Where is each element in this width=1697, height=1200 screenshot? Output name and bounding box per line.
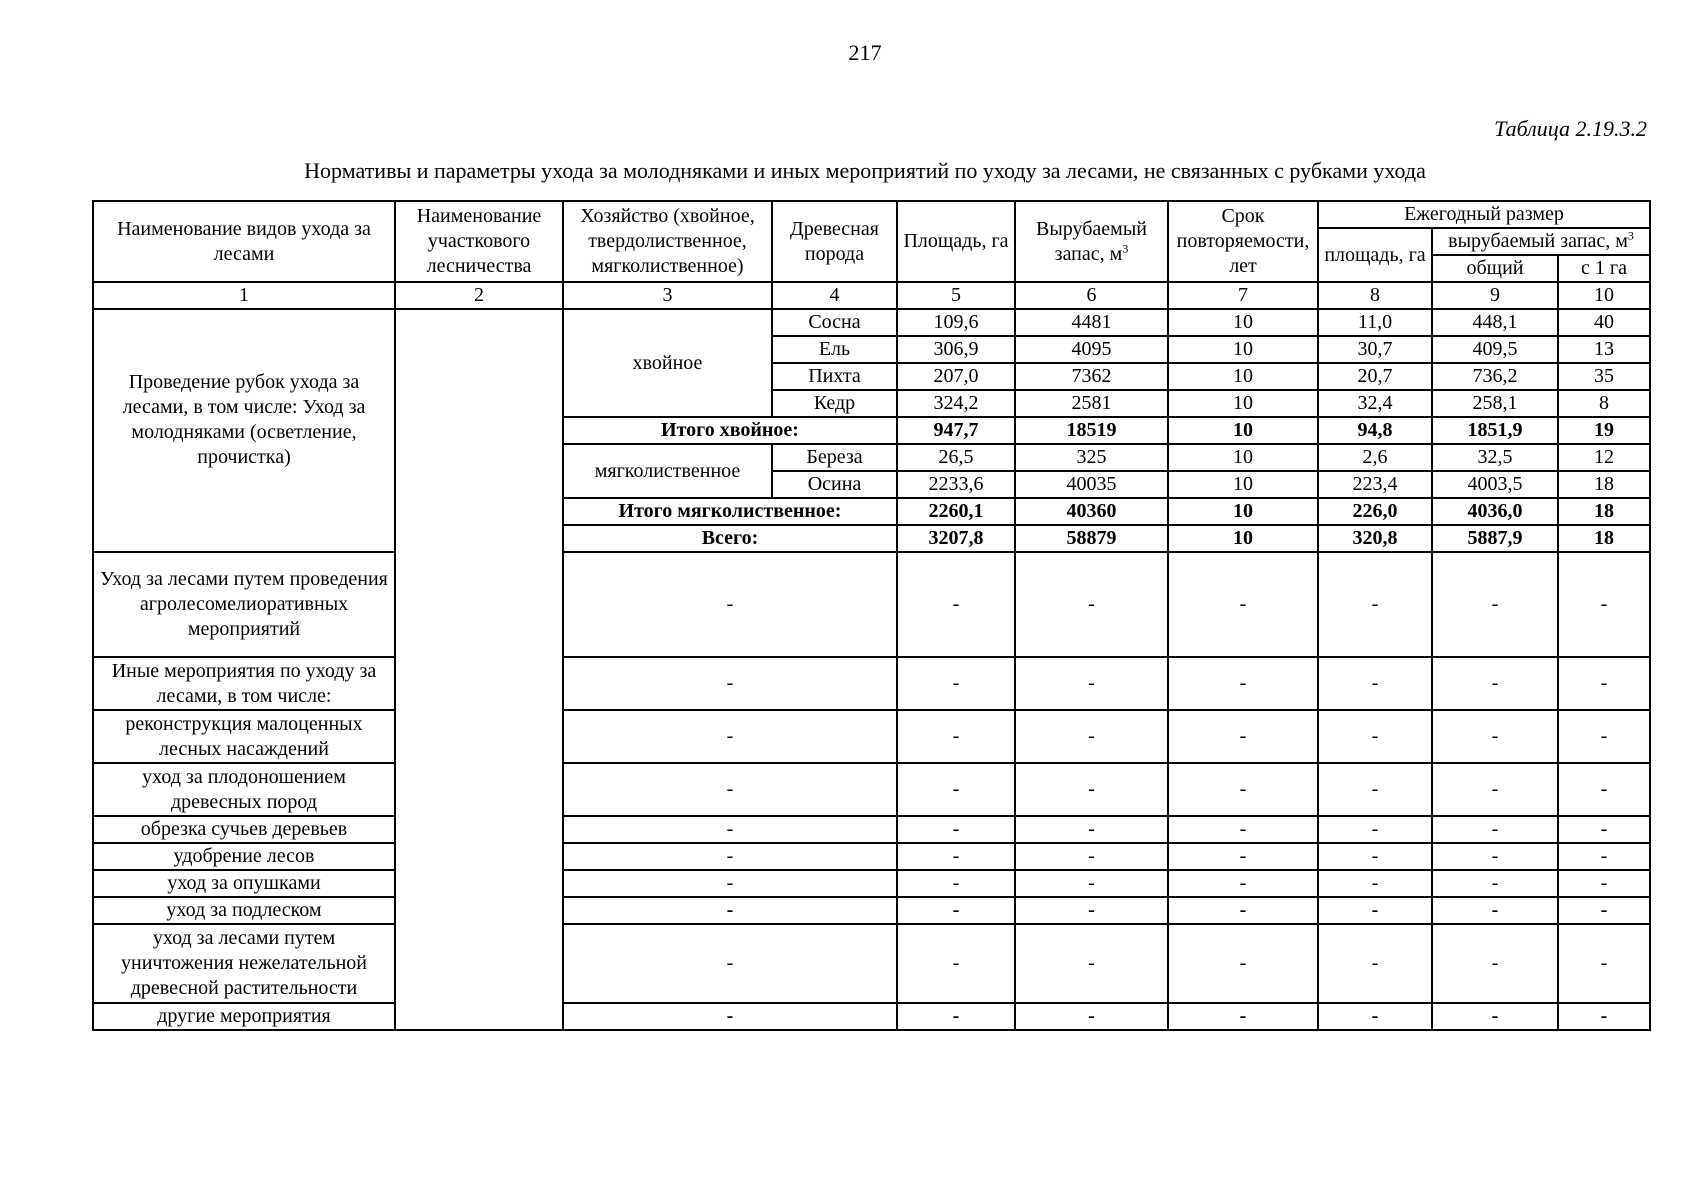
dash-cell: - — [897, 870, 1015, 897]
annual-area-cell: 32,4 — [1318, 390, 1432, 417]
annual-area-cell: 11,0 — [1318, 309, 1432, 336]
dash-cell: - — [1168, 924, 1318, 1003]
col-number: 5 — [897, 282, 1015, 309]
col-number: 8 — [1318, 282, 1432, 309]
volume-cell: 40360 — [1015, 498, 1168, 525]
species-cell: Кедр — [772, 390, 897, 417]
volume-cell: 7362 — [1015, 363, 1168, 390]
period-cell: 10 — [1168, 390, 1318, 417]
measure-name: уход за плодоношением древесных пород — [93, 763, 395, 816]
col-number: 3 — [563, 282, 772, 309]
annual-total-cell: 5887,9 — [1432, 525, 1558, 552]
dash-cell: - — [1318, 763, 1432, 816]
dash-cell: - — [1432, 924, 1558, 1003]
dash-cell: - — [1318, 816, 1432, 843]
header-annual-volume-sup: 3 — [1627, 228, 1634, 243]
dash-cell: - — [1168, 552, 1318, 657]
dash-cell: - — [1015, 870, 1168, 897]
soft-total-label: Итого мягколиственное: — [563, 498, 897, 525]
dash-cell: - — [1318, 843, 1432, 870]
dash-cell: - — [563, 897, 897, 924]
dash-cell: - — [1015, 657, 1168, 710]
annual-total-cell: 258,1 — [1432, 390, 1558, 417]
table-title: Нормативы и параметры ухода за молодняками и иных мероприятий по уходу за лесами, не связанных с рубками ухода — [304, 158, 1426, 183]
conifer-total-label: Итого хвойное: — [563, 417, 897, 444]
dash-cell: - — [563, 763, 897, 816]
annual-total-cell: 736,2 — [1432, 363, 1558, 390]
annual-total-cell: 4036,0 — [1432, 498, 1558, 525]
area-cell: 2260,1 — [897, 498, 1015, 525]
annual-area-cell: 94,8 — [1318, 417, 1432, 444]
dash-cell: - — [1432, 897, 1558, 924]
header-annual-volume-text: вырубаемый запас, м — [1448, 230, 1628, 252]
annual-area-cell: 30,7 — [1318, 336, 1432, 363]
dash-cell: - — [1558, 870, 1650, 897]
header-period: Срок повторяемости, лет — [1168, 201, 1318, 282]
per-ha-cell: 35 — [1558, 363, 1650, 390]
table-row — [93, 1003, 1650, 1030]
species-cell: Ель — [772, 336, 897, 363]
table-row — [93, 552, 1650, 657]
table-row — [93, 816, 1650, 843]
header-forestry: Наименование участкового лесничества — [395, 201, 563, 282]
dash-cell: - — [1168, 710, 1318, 763]
page-number: 217 — [848, 40, 882, 65]
period-cell: 10 — [1168, 363, 1318, 390]
forestry-cell — [395, 309, 563, 1030]
header-species: Древесная порода — [772, 201, 897, 282]
dash-cell: - — [1318, 1003, 1432, 1030]
conifer-label: хвойное — [563, 309, 772, 417]
dash-cell: - — [563, 870, 897, 897]
dash-cell: - — [1432, 552, 1558, 657]
dash-cell: - — [1168, 897, 1318, 924]
species-cell: Сосна — [772, 309, 897, 336]
period-cell: 10 — [1168, 471, 1318, 498]
dash-cell: - — [563, 710, 897, 763]
dash-cell: - — [1015, 1003, 1168, 1030]
annual-area-cell: 320,8 — [1318, 525, 1432, 552]
table-row — [93, 897, 1650, 924]
dash-cell: - — [1318, 870, 1432, 897]
dash-cell: - — [1015, 816, 1168, 843]
per-ha-cell: 13 — [1558, 336, 1650, 363]
measure-name: другие мероприятия — [93, 1003, 395, 1030]
dash-cell: - — [1015, 763, 1168, 816]
dash-cell: - — [1318, 552, 1432, 657]
col-number: 7 — [1168, 282, 1318, 309]
annual-area-cell: 226,0 — [1318, 498, 1432, 525]
dash-cell: - — [897, 897, 1015, 924]
period-cell: 10 — [1168, 498, 1318, 525]
measure-name: удобрение лесов — [93, 843, 395, 870]
annual-total-cell: 448,1 — [1432, 309, 1558, 336]
volume-cell: 4095 — [1015, 336, 1168, 363]
dash-cell: - — [1015, 924, 1168, 1003]
period-cell: 10 — [1168, 309, 1318, 336]
table-row — [93, 843, 1650, 870]
measure-name: уход за подлеском — [93, 897, 395, 924]
header-annual: Ежегодный размер — [1318, 201, 1650, 228]
dash-cell: - — [563, 552, 897, 657]
dash-cell: - — [1318, 924, 1432, 1003]
dash-cell: - — [1558, 816, 1650, 843]
header-annual-total: общий — [1432, 255, 1558, 282]
dash-cell: - — [1168, 657, 1318, 710]
dash-cell: - — [1432, 816, 1558, 843]
measure-name: Уход за лесами путем проведения агролесомелиоративных мероприятий — [93, 552, 395, 657]
header-per-ha: с 1 га — [1558, 255, 1650, 282]
annual-total-cell: 1851,9 — [1432, 417, 1558, 444]
dash-cell: - — [1168, 763, 1318, 816]
dash-cell: - — [1168, 1003, 1318, 1030]
volume-cell: 325 — [1015, 444, 1168, 471]
area-cell: 2233,6 — [897, 471, 1015, 498]
dash-cell: - — [1168, 870, 1318, 897]
dash-cell: - — [897, 552, 1015, 657]
area-cell: 324,2 — [897, 390, 1015, 417]
area-cell: 947,7 — [897, 417, 1015, 444]
volume-cell: 2581 — [1015, 390, 1168, 417]
dash-cell: - — [1432, 710, 1558, 763]
species-cell: Пихта — [772, 363, 897, 390]
soft-label: мягколиственное — [563, 444, 772, 498]
col-number: 9 — [1432, 282, 1558, 309]
header-economy: Хозяйство (хвойное, твердолиственное, мягколиственное) — [563, 201, 772, 282]
col-number: 1 — [93, 282, 395, 309]
dash-cell: - — [1015, 552, 1168, 657]
species-cell: Осина — [772, 471, 897, 498]
volume-cell: 40035 — [1015, 471, 1168, 498]
annual-area-cell: 20,7 — [1318, 363, 1432, 390]
per-ha-cell: 12 — [1558, 444, 1650, 471]
annual-area-cell: 223,4 — [1318, 471, 1432, 498]
dash-cell: - — [1318, 897, 1432, 924]
group1-name: Проведение рубок ухода за лесами, в том числе: Уход за молодняками (осветление, прочистка) — [93, 309, 395, 552]
per-ha-cell: 18 — [1558, 471, 1650, 498]
dash-cell: - — [1168, 843, 1318, 870]
dash-cell: - — [897, 816, 1015, 843]
annual-total-cell: 4003,5 — [1432, 471, 1558, 498]
dash-cell: - — [1168, 816, 1318, 843]
table-row — [93, 710, 1650, 763]
dash-cell: - — [1432, 870, 1558, 897]
dash-cell: - — [1558, 843, 1650, 870]
per-ha-cell: 18 — [1558, 498, 1650, 525]
area-cell: 109,6 — [897, 309, 1015, 336]
header-volume-sup: 3 — [1122, 240, 1129, 255]
area-cell: 306,9 — [897, 336, 1015, 363]
volume-cell: 4481 — [1015, 309, 1168, 336]
per-ha-cell: 19 — [1558, 417, 1650, 444]
volume-cell: 58879 — [1015, 525, 1168, 552]
dash-cell: - — [1432, 763, 1558, 816]
col-number: 10 — [1558, 282, 1650, 309]
period-cell: 10 — [1168, 417, 1318, 444]
dash-cell: - — [897, 1003, 1015, 1030]
header-area: Площадь, га — [897, 201, 1015, 282]
area-cell: 26,5 — [897, 444, 1015, 471]
dash-cell: - — [1318, 657, 1432, 710]
header-annual-area: площадь, га — [1318, 228, 1432, 282]
dash-cell: - — [563, 1003, 897, 1030]
dash-cell: - — [563, 843, 897, 870]
header-annual-volume — [1432, 228, 1650, 255]
period-cell: 10 — [1168, 525, 1318, 552]
species-cell: Береза — [772, 444, 897, 471]
dash-cell: - — [1558, 763, 1650, 816]
table-label: Таблица 2.19.3.2 — [1494, 116, 1647, 141]
annual-total-cell: 32,5 — [1432, 444, 1558, 471]
dash-cell: - — [563, 816, 897, 843]
measure-name: обрезка сучьев деревьев — [93, 816, 395, 843]
period-cell: 10 — [1168, 444, 1318, 471]
dash-cell: - — [897, 657, 1015, 710]
header-volume — [1015, 201, 1168, 282]
col-number: 6 — [1015, 282, 1168, 309]
dash-cell: - — [1015, 897, 1168, 924]
header-kind: Наименование видов ухода за лесами — [93, 201, 395, 282]
dash-cell: - — [563, 924, 897, 1003]
per-ha-cell: 8 — [1558, 390, 1650, 417]
dash-cell: - — [897, 710, 1015, 763]
header-volume-text: Вырубаемый запас, м — [1036, 217, 1147, 265]
grand-total-label: Всего: — [563, 525, 897, 552]
dash-cell: - — [897, 843, 1015, 870]
dash-cell: - — [1558, 897, 1650, 924]
dash-cell: - — [1318, 710, 1432, 763]
measure-name: уход за лесами путем уничтожения нежелательной древесной растительности — [93, 924, 395, 1003]
table-row — [93, 309, 1650, 336]
dash-cell: - — [1558, 710, 1650, 763]
dash-cell: - — [1558, 657, 1650, 710]
period-cell: 10 — [1168, 336, 1318, 363]
measure-name: Иные мероприятия по уходу за лесами, в том числе: — [93, 657, 395, 710]
area-cell: 3207,8 — [897, 525, 1015, 552]
area-cell: 207,0 — [897, 363, 1015, 390]
dash-cell: - — [1558, 924, 1650, 1003]
table-row — [93, 763, 1650, 816]
dash-cell: - — [1558, 552, 1650, 657]
dash-cell: - — [1015, 710, 1168, 763]
measure-name: реконструкция малоценных лесных насаждений — [93, 710, 395, 763]
per-ha-cell: 18 — [1558, 525, 1650, 552]
norms-table — [92, 200, 1651, 1031]
table-row — [93, 657, 1650, 710]
dash-cell: - — [1432, 843, 1558, 870]
col-number: 2 — [395, 282, 563, 309]
dash-cell: - — [897, 924, 1015, 1003]
per-ha-cell: 40 — [1558, 309, 1650, 336]
table-row — [93, 924, 1650, 1003]
measure-name: уход за опушками — [93, 870, 395, 897]
dash-cell: - — [1015, 843, 1168, 870]
volume-cell: 18519 — [1015, 417, 1168, 444]
dash-cell: - — [1432, 1003, 1558, 1030]
dash-cell: - — [1558, 1003, 1650, 1030]
table-row — [93, 870, 1650, 897]
dash-cell: - — [563, 657, 897, 710]
annual-total-cell: 409,5 — [1432, 336, 1558, 363]
col-number: 4 — [772, 282, 897, 309]
dash-cell: - — [897, 763, 1015, 816]
dash-cell: - — [1432, 657, 1558, 710]
annual-area-cell: 2,6 — [1318, 444, 1432, 471]
